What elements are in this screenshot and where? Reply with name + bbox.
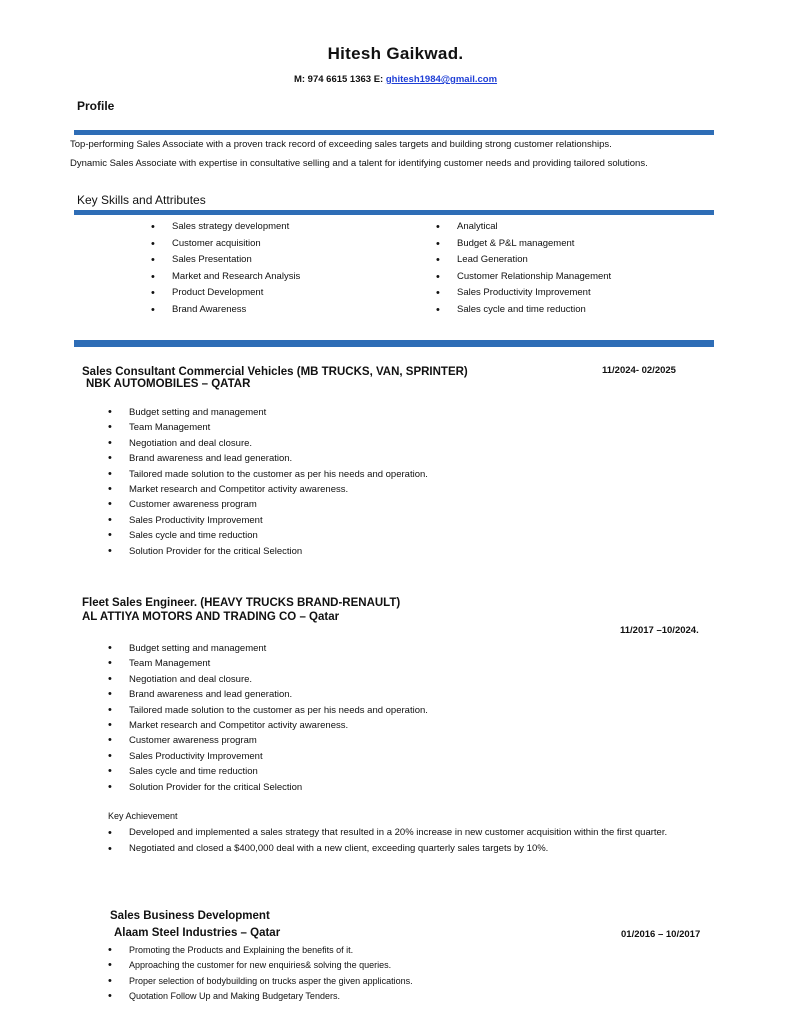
skill-item: • Market and Research Analysis <box>172 269 300 286</box>
duty-item: • Promoting the Products and Explaining the benefits of it. <box>129 943 413 958</box>
section-divider <box>74 210 714 215</box>
skills-list-left <box>172 219 300 319</box>
job-company: NBK AUTOMOBILES – QATAR <box>86 378 251 390</box>
skills-heading: Key Skills and Attributes <box>77 193 206 207</box>
profile-heading: Profile <box>77 99 115 113</box>
job-duties-list <box>129 405 428 559</box>
email-link[interactable]: ghitesh1984@gmail.com <box>385 74 498 85</box>
duty-item: • Sales Productivity Improvement <box>129 513 428 528</box>
duty-item: • Customer awareness program <box>129 497 428 512</box>
skill-item: • Sales Productivity Improvement <box>457 285 611 302</box>
duty-item: • Solution Provider for the critical Selection <box>129 780 428 795</box>
duty-item: • Team Management <box>129 656 428 671</box>
duty-item: • Market research and Competitor activity awareness. <box>129 482 428 497</box>
skills-list-right <box>457 219 611 319</box>
duty-item: • Brand awareness and lead generation. <box>129 451 428 466</box>
job-company: Alaam Steel Industries – Qatar <box>114 927 281 939</box>
skill-item: • Sales strategy development <box>172 219 300 236</box>
skill-item: • Lead Generation <box>457 252 611 269</box>
section-divider <box>74 340 714 347</box>
duty-item: • Customer awareness program <box>129 733 428 748</box>
job-duties-list <box>129 943 413 1005</box>
skill-item: • Customer Relationship Management <box>457 269 611 286</box>
duty-item: • Proper selection of bodybuilding on trucks asper the given applications. <box>129 974 413 989</box>
key-achievement-label: Key Achievement <box>108 811 178 821</box>
profile-paragraph: Top-performing Sales Associate with a proven track record of exceeding sales targets and building strong customer relationships. <box>70 139 612 150</box>
skill-item: • Brand Awareness <box>172 302 300 319</box>
duty-item: • Budget setting and management <box>129 405 428 420</box>
duty-item: • Market research and Competitor activity awareness. <box>129 718 428 733</box>
contact-phone: M: 974 6615 1363 E: <box>293 74 386 85</box>
duty-item: • Approaching the customer for new enquiries& solving the queries. <box>129 958 413 973</box>
job-dates: 01/2016 – 10/2017 <box>621 929 701 940</box>
contact-line <box>0 74 791 85</box>
job-dates: 11/2024- 02/2025 <box>602 365 676 376</box>
job-dates: 11/2017 –10/2024. <box>620 625 699 636</box>
duty-item: • Tailored made solution to the customer as per his needs and operation. <box>129 467 428 482</box>
skill-item: • Product Development <box>172 285 300 302</box>
resume-name: Hitesh Gaikwad. <box>327 44 464 63</box>
duty-item: • Team Management <box>129 420 428 435</box>
duty-item: • Brand awareness and lead generation. <box>129 687 428 702</box>
skill-item: • Budget & P&L management <box>457 236 611 253</box>
duty-item: • Tailored made solution to the customer as per his needs and operation. <box>129 703 428 718</box>
duty-item: • Budget setting and management <box>129 641 428 656</box>
achievement-item: • Negotiated and closed a $400,000 deal with a new client, exceeding quarterly sales targets by 10%. <box>129 841 689 857</box>
achievements-list <box>129 825 689 857</box>
skill-item: • Sales cycle and time reduction <box>457 302 611 319</box>
profile-paragraph: Dynamic Sales Associate with expertise in consultative selling and a talent for identifying customer needs and providing tailored solutions. <box>70 158 648 169</box>
skill-item: • Customer acquisition <box>172 236 300 253</box>
section-divider <box>74 130 714 135</box>
job-duties-list <box>129 641 428 795</box>
job-title: Sales Consultant Commercial Vehicles (MB TRUCKS, VAN, SPRINTER) <box>82 366 468 378</box>
duty-item: • Solution Provider for the critical Selection <box>129 544 428 559</box>
job-title: Fleet Sales Engineer. (HEAVY TRUCKS BRAND-RENAULT) <box>82 597 401 609</box>
duty-item: • Sales cycle and time reduction <box>129 764 428 779</box>
duty-item: • Sales cycle and time reduction <box>129 528 428 543</box>
duty-item: • Sales Productivity Improvement <box>129 749 428 764</box>
skill-item: • Analytical <box>457 219 611 236</box>
duty-item: • Negotiation and deal closure. <box>129 672 428 687</box>
duty-item: • Quotation Follow Up and Making Budgetary Tenders. <box>129 989 413 1004</box>
achievement-item: • Developed and implemented a sales strategy that resulted in a 20% increase in new customer acquisition within the first quarter. <box>129 825 689 841</box>
duty-item: • Negotiation and deal closure. <box>129 436 428 451</box>
job-title: Sales Business Development <box>110 910 270 922</box>
skill-item: • Sales Presentation <box>172 252 300 269</box>
job-company: AL ATTIYA MOTORS AND TRADING CO – Qatar <box>82 611 340 623</box>
